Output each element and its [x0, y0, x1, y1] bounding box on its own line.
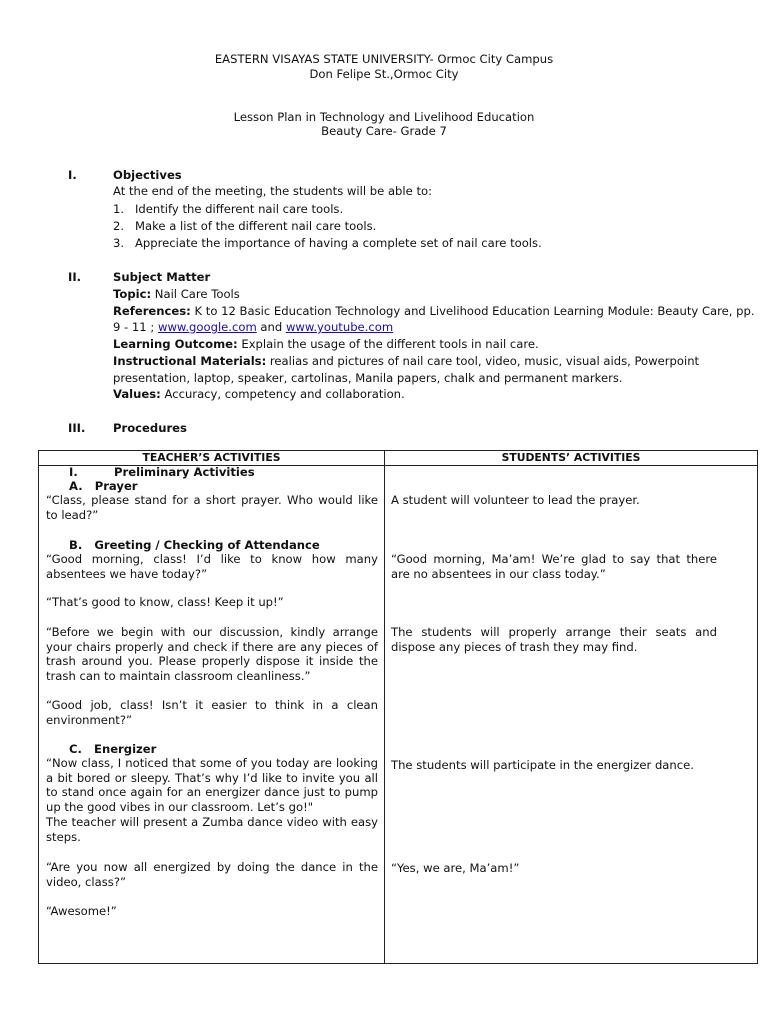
grade-level: Beauty Care- Grade 7	[321, 124, 447, 138]
greeting-student-text-1: “Good morning, Ma’am! We’re glad to say that there are no absentees in our class today.”	[391, 552, 717, 581]
procedures-number: III.	[68, 421, 86, 435]
energizer-heading: C. Energizer	[69, 742, 157, 756]
column-divider	[384, 451, 385, 963]
topic-value: Nail Care Tools	[151, 287, 240, 301]
topic-line	[113, 286, 240, 303]
objective-number: 3.	[113, 236, 125, 250]
objective-number: 1.	[113, 202, 125, 216]
materials-line	[113, 353, 699, 370]
and-text: and	[256, 320, 286, 334]
objective-text: Identify the different nail care tools.	[135, 202, 344, 216]
university-name: EASTERN VISAYAS STATE UNIVERSITY- Ormoc City Campus	[214, 52, 554, 66]
energizer-teacher-text-2: “Are you now all energized by doing the dance in the video, class?”	[46, 860, 378, 889]
preliminary-number: I.	[69, 465, 78, 479]
objective-item	[113, 201, 343, 218]
greeting-teacher-text-1: “Good morning, class! I’d like to know how many absentees we have today?”	[46, 552, 378, 581]
references-label: References:	[113, 304, 191, 318]
energizer-teacher-text-3: “Awesome!”	[46, 904, 117, 918]
materials-value: realias and pictures of nail care tool, video, music, visual aids, Powerpoint	[266, 354, 700, 368]
energizer-teacher-text-1: “Now class, I noticed that some of you today are looking a bit bored or sleepy. That’s why I’d like to invite you all to stand once again for an energizer dance just to pump up the good vibes in our classroom. Let’s go!"	[46, 756, 378, 815]
objectives-intro: At the end of the meeting, the students will be able to:	[113, 184, 432, 198]
subject-matter-heading: Subject Matter	[113, 270, 211, 284]
youtube-link[interactable]: www.youtube.com	[285, 320, 394, 334]
university-address: Don Felipe St.,Ormoc City	[309, 67, 459, 81]
learning-outcome-value: Explain the usage of the different tools in nail care.	[237, 337, 539, 351]
learning-outcome-line	[113, 336, 539, 353]
objective-item	[113, 218, 376, 235]
greeting-teacher-text-2: “That’s good to know, class! Keep it up!”	[46, 595, 284, 609]
objective-item	[113, 235, 542, 252]
preliminary-heading: Preliminary Activities	[114, 465, 255, 479]
objective-text: Make a list of the different nail care tools.	[135, 219, 377, 233]
lesson-plan-title: Lesson Plan in Technology and Livelihood Education	[233, 110, 535, 124]
materials-line-2: presentation, laptop, speaker, cartolinas, Manila papers, chalk and permanent markers.	[113, 371, 623, 385]
objective-text: Appreciate the importance of having a complete set of nail care tools.	[135, 236, 542, 250]
greeting-teacher-text-4: “Good job, class! Isn’t it easier to think in a clean environment?”	[46, 698, 378, 727]
references-value: K to 12 Basic Education Technology and Livelihood Education Learning Module: Beauty Care, pp.	[190, 304, 755, 318]
energizer-student-text-2: “Yes, we are, Ma’am!”	[391, 861, 520, 875]
greeting-teacher-text-3: “Before we begin with our discussion, kindly arrange your chairs properly and check if there are any pieces of trash around you. Please properly dispose it inside the trash can to maintain classroom cleanliness.”	[46, 625, 378, 684]
objectives-number: I.	[68, 168, 77, 182]
values-value: Accuracy, competency and collaboration.	[160, 387, 405, 401]
objective-number: 2.	[113, 219, 125, 233]
greeting-heading: B. Greeting / Checking of Attendance	[69, 538, 320, 552]
greeting-student-text-3: The students will properly arrange their seats and dispose any pieces of trash they may find.	[391, 625, 717, 654]
references-line	[113, 303, 755, 320]
procedures-heading: Procedures	[113, 421, 187, 435]
google-link[interactable]: www.google.com	[157, 320, 257, 334]
energizer-teacher-text-1b: The teacher will present a Zumba dance video with easy steps.	[46, 815, 378, 844]
references-pages: 9 - 11 ;	[113, 320, 158, 334]
prayer-student-text: A student will volunteer to lead the prayer.	[391, 493, 640, 507]
objectives-heading: Objectives	[113, 168, 182, 182]
prayer-heading: A. Prayer	[69, 479, 138, 493]
subject-matter-number: II.	[68, 270, 82, 284]
energizer-student-text-1: The students will participate in the energizer dance.	[391, 758, 694, 772]
teacher-activities-header: TEACHER’S ACTIVITIES	[142, 451, 281, 464]
values-label: Values:	[113, 387, 161, 401]
values-line	[113, 386, 405, 403]
prayer-teacher-text: “Class, please stand for a short prayer. Who would like to lead?”	[46, 493, 378, 522]
materials-label: Instructional Materials:	[113, 354, 267, 368]
students-activities-header: STUDENTS’ ACTIVITIES	[501, 451, 641, 464]
learning-outcome-label: Learning Outcome:	[113, 337, 238, 351]
references-line-2	[113, 319, 393, 336]
activities-table	[38, 450, 758, 964]
topic-label: Topic:	[113, 287, 152, 301]
